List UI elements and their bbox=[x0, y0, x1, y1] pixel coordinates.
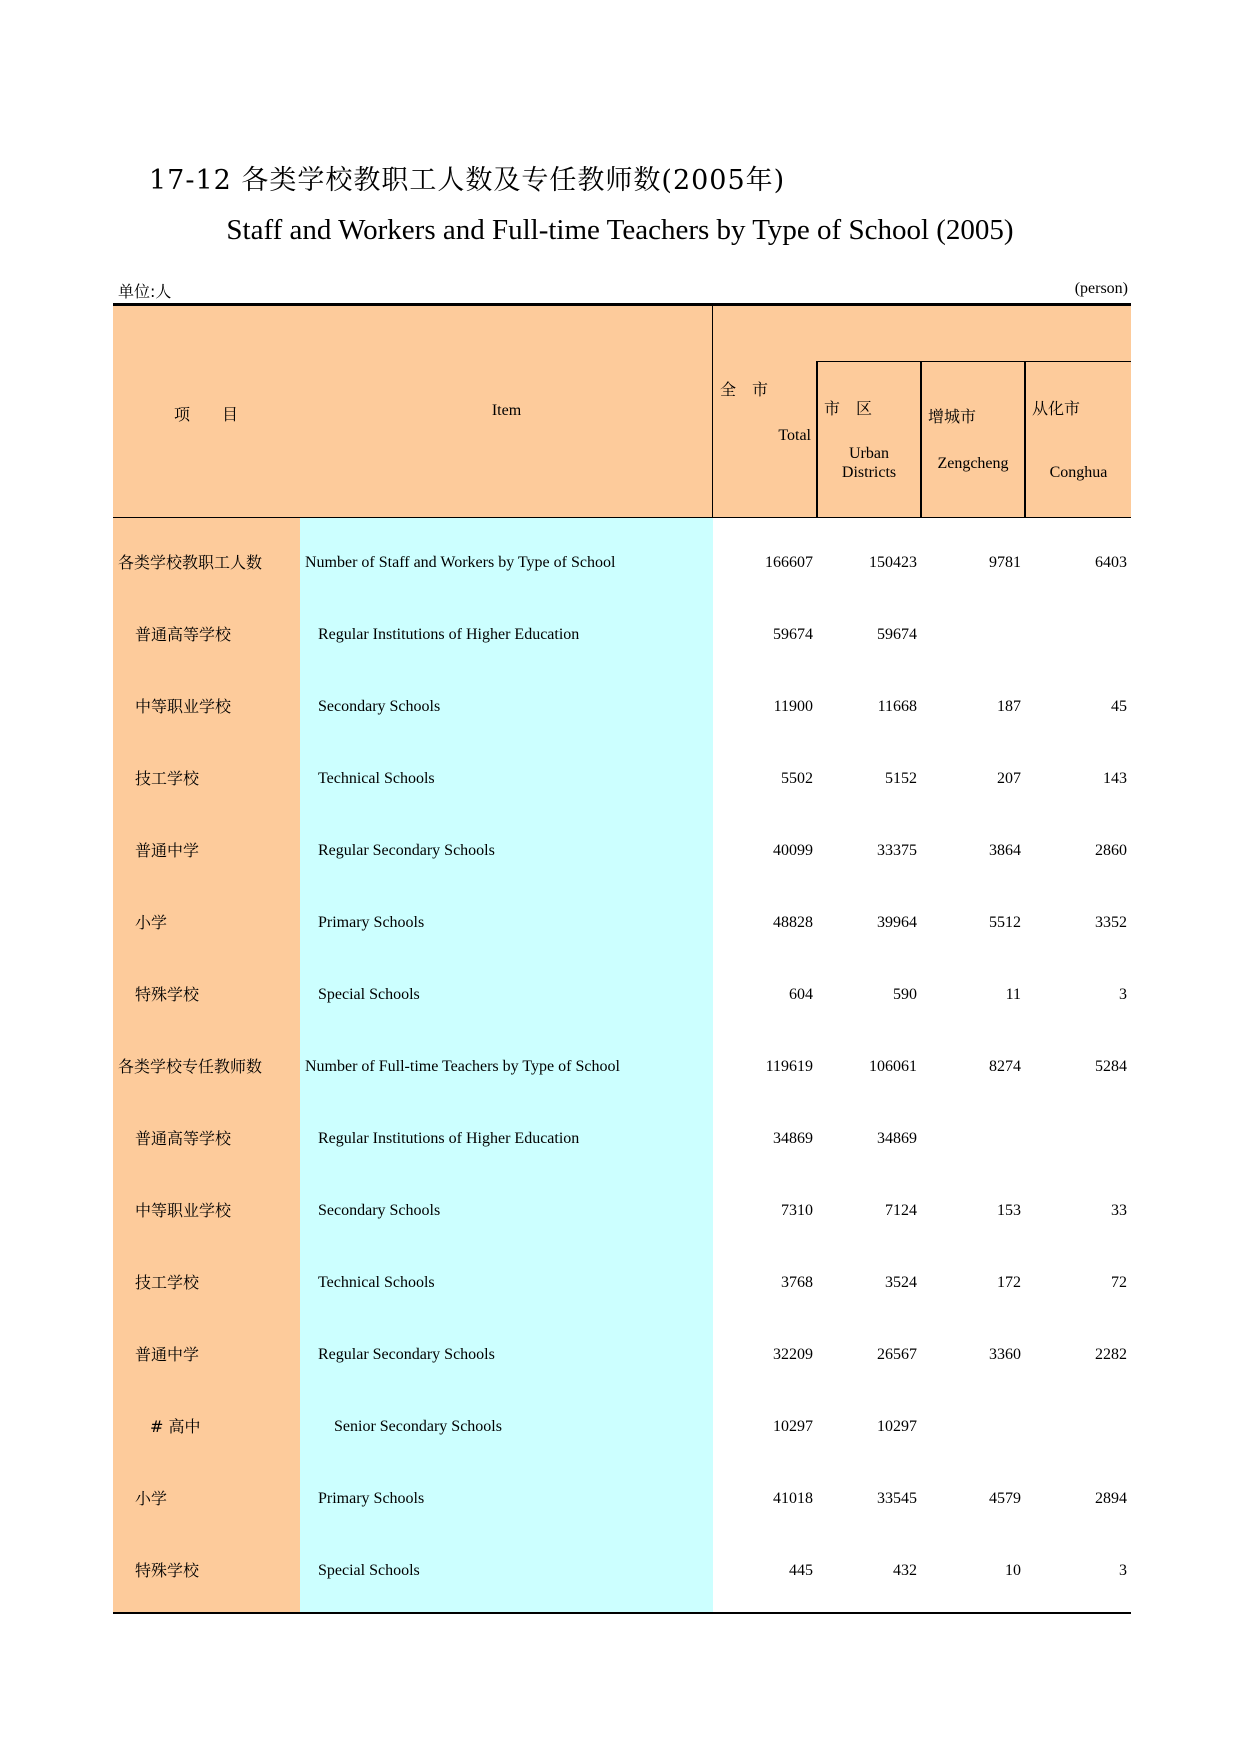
row-label-english: Secondary Schools bbox=[318, 698, 441, 715]
row-label-chinese: 普通高等学校 bbox=[135, 1129, 232, 1148]
cell-urban: 150423 bbox=[869, 554, 917, 571]
cell-total: 604 bbox=[789, 986, 813, 1003]
row-label-chinese: 技工学校 bbox=[135, 769, 200, 788]
header-item-english: Item bbox=[491, 402, 522, 419]
cell-urban: 34869 bbox=[877, 1130, 917, 1147]
row-label-english: Number of Full-time Teachers by Type of School bbox=[305, 1058, 620, 1075]
cell-total: 5502 bbox=[781, 770, 813, 787]
cell-urban: 5152 bbox=[885, 770, 917, 787]
row-label-chinese: 普通中学 bbox=[135, 841, 200, 860]
row-label-english: Regular Secondary Schools bbox=[318, 842, 495, 859]
table-row bbox=[113, 1391, 1131, 1463]
header-divider-conghua bbox=[1024, 361, 1026, 517]
row-label-english: Technical Schools bbox=[318, 1274, 435, 1291]
header-urban-chinese: 市 区 bbox=[824, 399, 873, 418]
row-label-chinese: 各类学校教职工人数 bbox=[118, 553, 263, 572]
header-urban-english-line1: Urban bbox=[849, 445, 889, 462]
cell-total: 41018 bbox=[773, 1490, 813, 1507]
cell-conghua: 33 bbox=[1111, 1202, 1127, 1219]
cell-zengcheng: 9781 bbox=[989, 554, 1021, 571]
row-label-english: Technical Schools bbox=[318, 770, 435, 787]
header-zengcheng-english: Zengcheng bbox=[937, 455, 1009, 472]
cell-conghua: 6403 bbox=[1095, 554, 1127, 571]
cell-zengcheng: 10 bbox=[1005, 1562, 1021, 1579]
cell-urban: 7124 bbox=[885, 1202, 917, 1219]
cell-urban: 11668 bbox=[877, 698, 917, 715]
table-row bbox=[113, 1031, 1131, 1103]
title-chinese: 17-12 各类学校教职工人数及专任教师数(2005年) bbox=[149, 165, 786, 196]
cell-zengcheng: 187 bbox=[997, 698, 1021, 715]
table-row bbox=[113, 887, 1131, 959]
cell-total: 10297 bbox=[773, 1418, 813, 1435]
cell-zengcheng: 4579 bbox=[989, 1490, 1021, 1507]
row-label-english: Regular Secondary Schools bbox=[318, 1346, 495, 1363]
cell-urban: 3524 bbox=[885, 1274, 917, 1291]
header-divider-urban bbox=[816, 361, 818, 517]
cell-conghua: 2282 bbox=[1095, 1346, 1127, 1363]
cell-total: 166607 bbox=[765, 554, 813, 571]
cell-total: 40099 bbox=[773, 842, 813, 859]
row-label-english: Primary Schools bbox=[318, 1490, 425, 1507]
header-conghua-english: Conghua bbox=[1049, 464, 1108, 481]
row-label-chinese: 中等职业学校 bbox=[135, 697, 232, 716]
cell-total: 7310 bbox=[781, 1202, 813, 1219]
table-row bbox=[113, 959, 1131, 1031]
table-row bbox=[113, 1247, 1131, 1319]
row-label-chinese: 普通中学 bbox=[135, 1345, 200, 1364]
header-urban-english-line2: Districts bbox=[841, 464, 897, 481]
cell-total: 445 bbox=[789, 1562, 813, 1579]
cell-conghua: 2860 bbox=[1095, 842, 1127, 859]
row-label-chinese: 小学 bbox=[135, 913, 168, 932]
row-label-english: Special Schools bbox=[318, 1562, 420, 1579]
unit-label-english: (person) bbox=[1074, 280, 1128, 297]
table-row bbox=[113, 1535, 1131, 1607]
header-zengcheng-chinese: 增城市 bbox=[928, 407, 977, 426]
cell-conghua: 3 bbox=[1119, 1562, 1127, 1579]
row-label-english: Regular Institutions of Higher Education bbox=[318, 626, 580, 643]
header-total-chinese: 全 市 bbox=[720, 380, 769, 399]
cell-urban: 33545 bbox=[877, 1490, 917, 1507]
table-row bbox=[113, 815, 1131, 887]
cell-conghua: 143 bbox=[1103, 770, 1127, 787]
header-sub-rule bbox=[816, 361, 1131, 362]
cell-zengcheng: 3360 bbox=[989, 1346, 1021, 1363]
row-label-english: Senior Secondary Schools bbox=[334, 1418, 502, 1435]
table-row bbox=[113, 599, 1131, 671]
table-bottom-rule bbox=[113, 1612, 1131, 1614]
row-label-english: Secondary Schools bbox=[318, 1202, 441, 1219]
table-row bbox=[113, 743, 1131, 815]
cell-total: 34869 bbox=[773, 1130, 813, 1147]
cell-total: 59674 bbox=[773, 626, 813, 643]
table-row bbox=[113, 527, 1131, 599]
cell-urban: 26567 bbox=[877, 1346, 917, 1363]
table-row bbox=[113, 1319, 1131, 1391]
cell-conghua: 2894 bbox=[1095, 1490, 1127, 1507]
cell-total: 11900 bbox=[773, 698, 813, 715]
row-label-chinese: 特殊学校 bbox=[135, 1561, 200, 1580]
header-bottom-rule bbox=[113, 517, 1131, 518]
table-row bbox=[113, 1103, 1131, 1175]
header-conghua-chinese: 从化市 bbox=[1032, 399, 1081, 418]
table-row bbox=[113, 1463, 1131, 1535]
cell-conghua: 3352 bbox=[1095, 914, 1127, 931]
header-divider-zengcheng bbox=[920, 361, 922, 517]
header-total-english: Total bbox=[778, 427, 811, 444]
row-label-english: Primary Schools bbox=[318, 914, 425, 931]
cell-total: 32209 bbox=[773, 1346, 813, 1363]
row-label-chinese: 技工学校 bbox=[135, 1273, 200, 1292]
row-label-chinese: 小学 bbox=[135, 1489, 168, 1508]
cell-urban: 106061 bbox=[869, 1058, 917, 1075]
cell-conghua: 72 bbox=[1111, 1274, 1127, 1291]
cell-urban: 590 bbox=[893, 986, 917, 1003]
row-label-chinese: 普通高等学校 bbox=[135, 625, 232, 644]
cell-conghua: 5284 bbox=[1095, 1058, 1127, 1075]
cell-zengcheng: 3864 bbox=[989, 842, 1021, 859]
cell-total: 119619 bbox=[765, 1058, 813, 1075]
cell-urban: 432 bbox=[893, 1562, 917, 1579]
cell-zengcheng: 5512 bbox=[989, 914, 1021, 931]
row-label-chinese: 各类学校专任教师数 bbox=[118, 1057, 263, 1076]
row-label-english: Special Schools bbox=[318, 986, 420, 1003]
cell-urban: 33375 bbox=[877, 842, 917, 859]
unit-label-chinese: 单位:人 bbox=[118, 282, 172, 301]
cell-zengcheng: 172 bbox=[997, 1274, 1021, 1291]
row-label-english: Regular Institutions of Higher Education bbox=[318, 1130, 580, 1147]
row-label-chinese: 中等职业学校 bbox=[135, 1201, 232, 1220]
cell-zengcheng: 8274 bbox=[989, 1058, 1021, 1075]
table-row bbox=[113, 671, 1131, 743]
cell-urban: 39964 bbox=[877, 914, 917, 931]
cell-urban: 59674 bbox=[877, 626, 917, 643]
row-label-chinese: 特殊学校 bbox=[135, 985, 200, 1004]
table-row bbox=[113, 1175, 1131, 1247]
row-label-chinese: # 高中 bbox=[150, 1417, 201, 1436]
cell-urban: 10297 bbox=[877, 1418, 917, 1435]
cell-conghua: 45 bbox=[1111, 698, 1127, 715]
row-label-english: Number of Staff and Workers by Type of School bbox=[305, 554, 616, 571]
cell-total: 48828 bbox=[773, 914, 813, 931]
title-english: Staff and Workers and Full-time Teachers by Type of School (2005) bbox=[226, 214, 1014, 246]
cell-zengcheng: 153 bbox=[997, 1202, 1021, 1219]
cell-zengcheng: 207 bbox=[997, 770, 1021, 787]
header-item-chinese: 项 目 bbox=[174, 405, 239, 424]
cell-conghua: 3 bbox=[1119, 986, 1127, 1003]
table-top-rule bbox=[113, 303, 1131, 306]
cell-total: 3768 bbox=[781, 1274, 813, 1291]
cell-zengcheng: 11 bbox=[1005, 986, 1021, 1003]
